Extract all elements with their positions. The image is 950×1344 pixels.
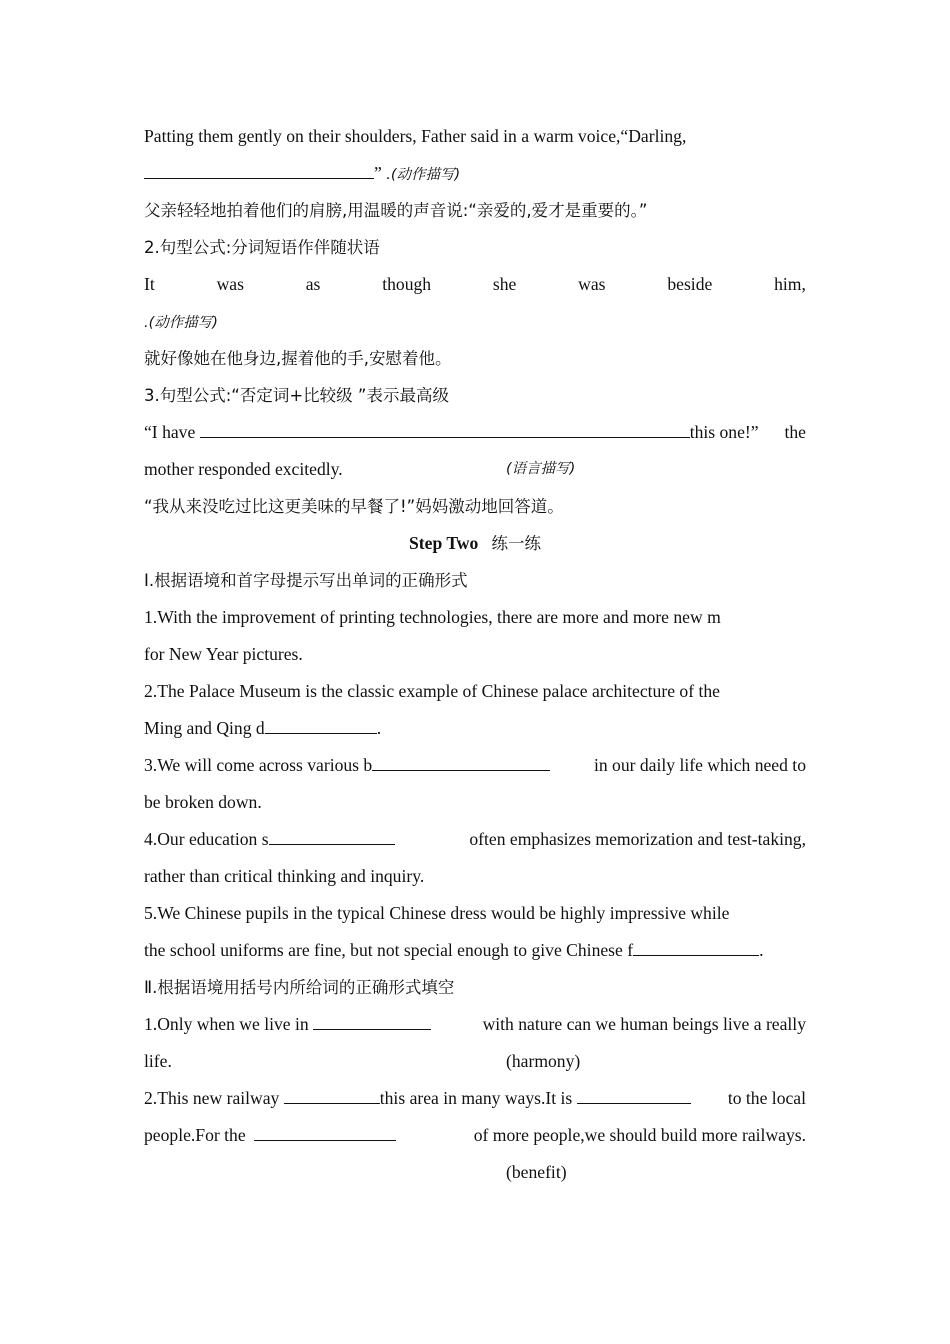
part2-q1-text-a: 1.Only when we live in [144,1014,309,1034]
part2-q1-life: life. [144,1051,172,1071]
formula2-heading: 2.句型公式:分词短语作伴随状语 [144,238,380,257]
formula2-translation: 就好像她在他身边,握着他的手,安慰着他。 [144,349,452,368]
part2-q2-line2 [144,1117,806,1154]
answer-blank[interactable] [269,828,395,845]
formula3-note: (语言描写) [506,461,576,477]
formula3-translation: “我从来没吃过比这更美味的早餐了!”妈妈激动地回答道。 [144,497,564,516]
part2-q2-text-b: this area in many ways.It is [379,1088,573,1108]
formula2-word: beside [667,274,713,294]
worksheet-content [144,118,806,1191]
part2-q1-hint: (harmony) [506,1051,581,1071]
part2-q1-left [144,1006,431,1043]
formula1-sentence-end: ” [374,163,382,183]
part1-q5-line2: the school uniforms are fine, but not special enough to give Chinese f . [144,940,764,960]
answer-blank[interactable] [633,939,759,956]
part1-q3-line2: be broken down. [144,792,262,812]
answer-blank[interactable] [265,717,377,734]
formula3-line2-text: mother responded excitedly. [144,459,343,479]
formula2-word: him, [774,274,806,294]
answer-blank[interactable] [577,1087,691,1104]
answer-blank[interactable] [254,1124,396,1141]
formula1-translation: 父亲轻轻地拍着他们的肩膀,用温暖的声音说:“亲爱的,爱才是重要的。” [144,201,648,220]
formula2-note-line [144,303,806,340]
part1-q3-left [144,747,550,784]
part1-q4-text-b: often emphasizes memorization and test-taking, [469,829,806,849]
formula1-note: .(动作描写) [386,167,461,183]
formula2-word: she [492,274,517,294]
step-two-label: Step Two [409,533,479,553]
part1-q4-left [144,821,395,858]
formula2-word: as [305,274,321,294]
formula3-question-end: this one!” [689,422,759,442]
part2-q2-l2-left [144,1117,396,1154]
part1-q3-text-b: in our daily life which need to [593,755,806,775]
answer-blank[interactable] [284,1087,380,1104]
part2-q2-left [144,1080,691,1117]
part2-heading: Ⅱ.根据语境用括号内所给词的正确形式填空 [144,978,455,997]
part2-q2-l2-text-a: people.For the [144,1125,246,1145]
part1-q1-line1: 1.With the improvement of printing technologies, there are more and more new m [144,607,721,627]
part2-q1-line2 [144,1043,806,1080]
part2-q2-text-c: to the local [727,1088,806,1108]
part2-q2-l2-text-b: of more people,we should build more railways. [473,1125,806,1145]
part2-q2-text-a: 2.This new railway [144,1088,280,1108]
formula2-sentence [144,266,806,303]
part2-q1-text-b: with nature can we human beings live a really [482,1014,806,1034]
part1-q2-line1: 2.The Palace Museum is the classic example of Chinese palace architecture of the [144,681,720,701]
formula3-question-start: “I have [144,422,196,442]
formula3-sentence [144,414,806,451]
formula2-word: was [578,274,606,294]
formula2-word: though [382,274,432,294]
formula2-word: It [144,274,155,294]
answer-blank[interactable] [144,162,374,179]
part1-q5-line1: 5.We Chinese pupils in the typical Chinese dress would be highly impressive while [144,903,730,923]
formula1-sentence-start: Patting them gently on their shoulders, Father said in a warm voice,“Darling, [144,126,687,146]
formula1-sentence-line2 [144,155,806,192]
part1-q2-text: Ming and Qing d [144,718,265,738]
formula2-note: .(动作描写) [144,315,218,331]
answer-blank[interactable] [200,421,690,438]
part1-q4-text-a: 4.Our education s [144,829,269,849]
answer-blank[interactable] [372,754,550,771]
part1-q3-line1 [144,747,806,784]
answer-blank[interactable] [313,1013,431,1030]
part2-q2-hint-line [144,1154,806,1191]
part1-q3-text-a: 3.We will come across various b [144,755,373,775]
step-two-title [144,525,806,562]
part2-q2-line1 [144,1080,806,1117]
part2-q2-hint: (benefit) [506,1162,567,1182]
formula3-heading: 3.句型公式:“否定词+比较级 ”表示最高级 [144,386,449,405]
formula3-the: the [784,422,806,442]
step-two-label-cn: 练一练 [491,534,541,553]
formula1-sentence-line1 [144,118,806,155]
part1-q2-line2: Ming and Qing d . [144,718,382,738]
formula3-line2 [144,451,806,488]
part1-q1-line2: for New Year pictures. [144,644,303,664]
part2-q1-line1 [144,1006,806,1043]
part1-q5-text: the school uniforms are fine, but not special enough to give Chinese f [144,940,634,960]
formula2-word: was [216,274,244,294]
formula3-question [144,414,759,451]
part1-heading: Ⅰ.根据语境和首字母提示写出单词的正确形式 [144,571,468,590]
part1-q4-line2: rather than critical thinking and inquiry. [144,866,425,886]
part1-q4-line1 [144,821,806,858]
